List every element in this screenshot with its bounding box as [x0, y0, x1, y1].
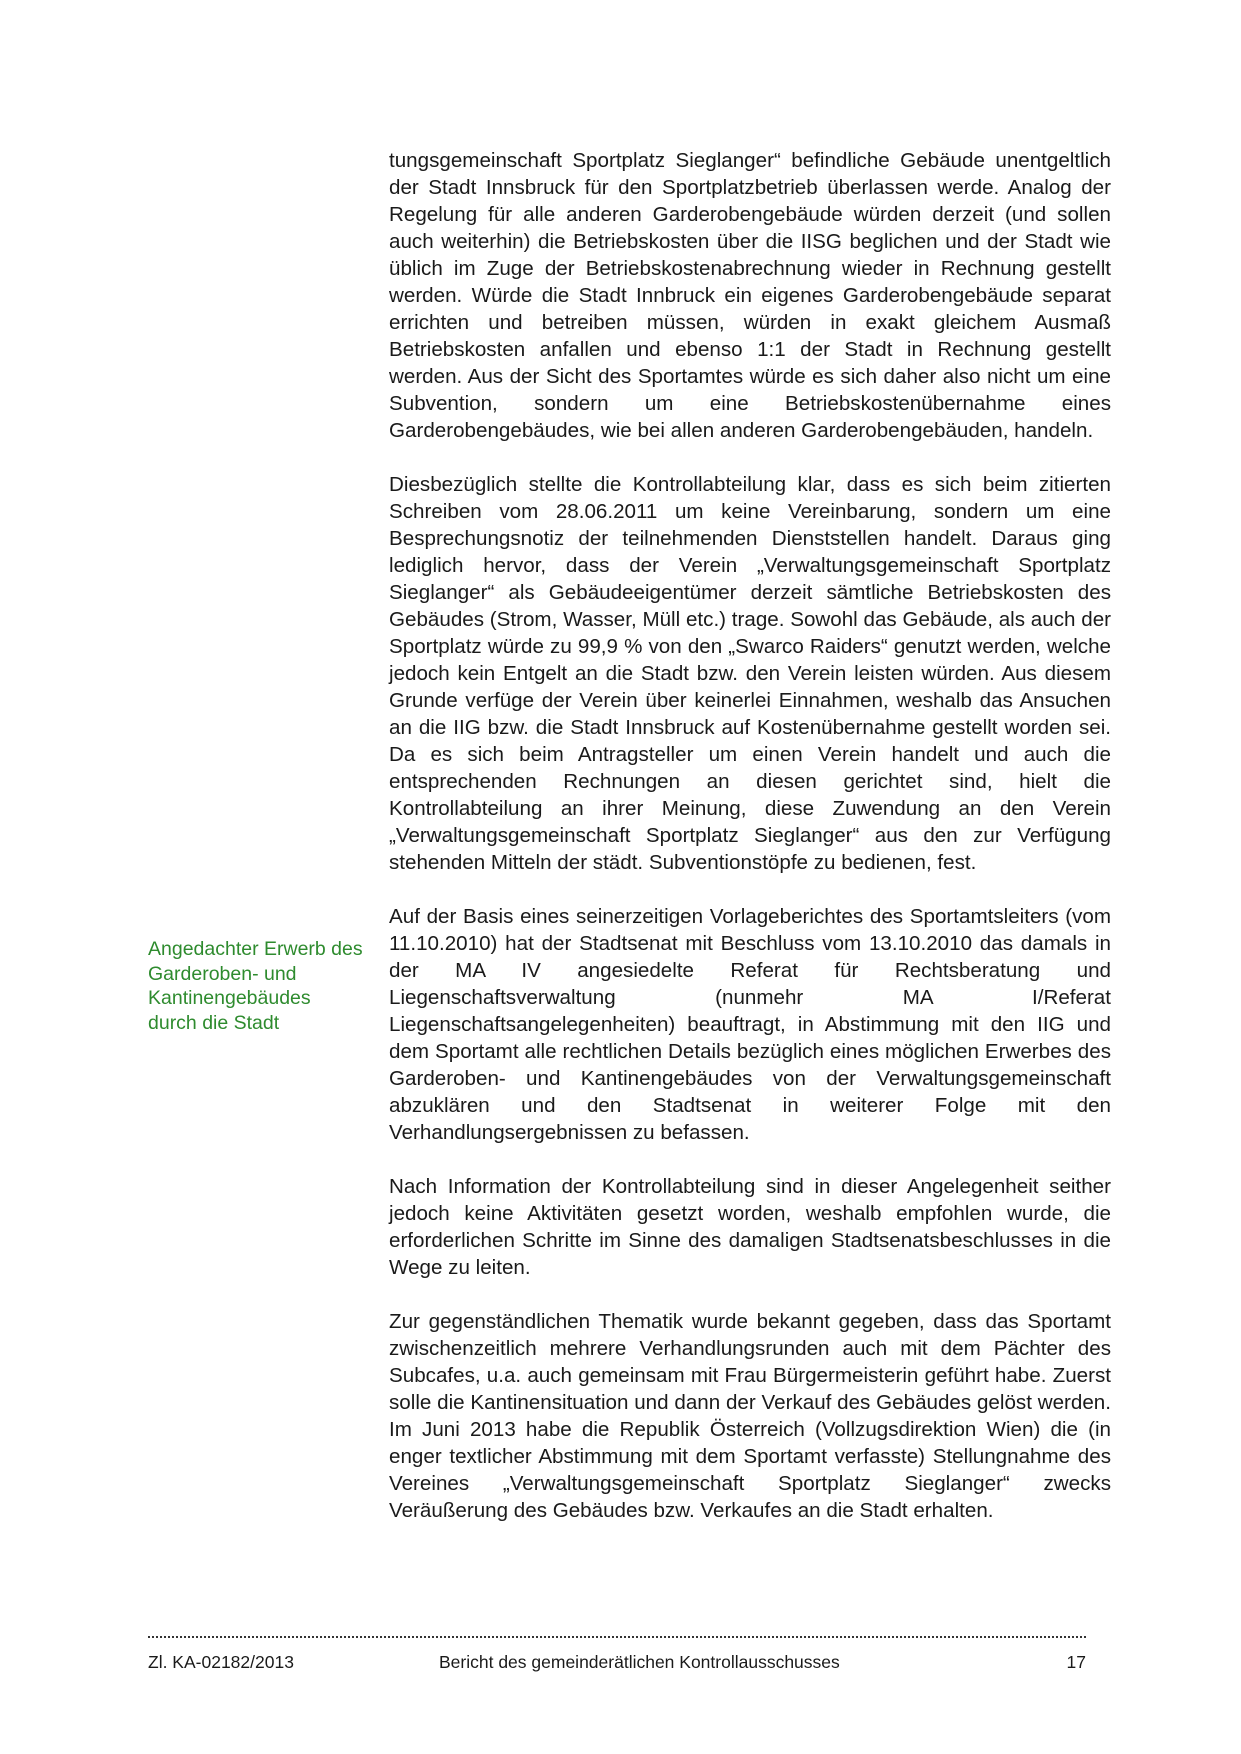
- paragraph-5: Zur gegenständlichen Thematik wurde bekannt gegeben, dass das Sportamt zwischenzeitlich mehrere Verhandlungsrunden auch mit dem Pächter des Subcafes, u.a. auch gemeinsam mit Frau Bürgermeisterin geführt habe. Zuerst solle die Kantinensituation und dann der Verkauf des Gebäudes gelöst werden. Im Juni 2013 habe die Republik Österreich (Vollzugsdirektion Wien) die (in enger textlicher Abstimmung mit dem Sportamt verfasste) Stellungnahme des Vereines „Verwaltungsgemeinschaft Sportplatz Sieglanger“ zwecks Veräußerung des Gebäudes bzw. Verkaufes an die Stadt erhalten.: [389, 1310, 1111, 1522]
- paragraph-1: tungsgemeinschaft Sportplatz Sieglanger“ befindliche Gebäude unentgeltlich der Stadt Innsbruck für den Sportplatzbetrieb überlassen werde. Analog der Regelung für alle anderen Garderobengebäude würden derzeit (und sollen auch weiterhin) die Betriebskosten über die IISG beglichen und der Stadt wie üblich im Zuge der Betriebskostenabrechnung wieder in Rechnung gestellt werden. Würde die Stadt Innbruck ein eigenes Garderobengebäude separat errichten und betreiben müssen, würden in exakt gleichem Ausmaß Betriebskosten anfallen und ebenso 1:1 der Stadt in Rechnung gestellt werden. Aus der Sicht des Sportamtes würde es sich daher also nicht um eine Subvention, sondern um eine Betriebskostenübernahme eines Garderobengebäudes, wie bei allen anderen Garderobengebäuden, handeln.: [389, 149, 1111, 442]
- paragraph-3: Auf der Basis eines seinerzeitigen Vorlageberichtes des Sportamtsleiters (vom 11.10.2010) hat der Stadtsenat mit Beschluss vom 13.10.2010 das damals in der MA IV angesiedelte Referat für Rechtsberatung und Liegenschaftsverwaltung (nunmehr MA I/Referat Liegenschaftsangelegenheiten) beauftragt, in Abstimmung mit den IIG und dem Sportamt alle rechtlichen Details bezüglich eines möglichen Erwerbes des Garderoben- und Kantinengebäudes von der Verwaltungsgemeinschaft abzuklären und den Stadtsenat in weiterer Folge mit den Verhandlungsergebnissen zu befassen.: [389, 905, 1111, 1144]
- page-number: 17: [1066, 1652, 1086, 1672]
- paragraph-2: Diesbezüglich stellte die Kontrollabteilung klar, dass es sich beim zitierten Schreiben vom 28.06.2011 um keine Vereinbarung, sondern um eine Besprechungsnotiz der teilnehmenden Dienststellen handelt. Daraus ging lediglich hervor, dass der Verein „Verwaltungsgemeinschaft Sportplatz Sieglanger“ als Gebäudeeigentümer derzeit sämtliche Betriebskosten des Gebäudes (Strom, Wasser, Müll etc.) trage. Sowohl das Gebäude, als auch der Sportplatz würde zu 99,9 % von den „Swarco Raiders“ genutzt werden, welche jedoch kein Entgelt an die Stadt bzw. den Verein leisten würden. Aus diesem Grunde verfüge der Verein über keinerlei Einnahmen, weshalb das Ansuchen an die IIG bzw. die Stadt Innsbruck auf Kostenübernahme gestellt worden sei. Da es sich beim Antragsteller um einen Verein handelt und auch die entsprechenden Rechnungen an diesen gerichtet sind, hielt die Kontrollabteilung an ihrer Meinung, diese Zuwendung an den Verein „Verwaltungsgemeinschaft Sportplatz Sieglanger“ aus den zur Verfügung stehenden Mitteln der städt. Subventionstöpfe zu bedienen, fest.: [389, 473, 1111, 874]
- footer-title: Bericht des gemeinderätlichen Kontrollausschusses: [439, 1652, 840, 1672]
- margin-note: Angedachter Erwerb des Garderoben- und Kantinengebäudes durch die Stadt: [148, 938, 363, 1034]
- footer-reference: Zl. KA-02182/2013: [148, 1652, 294, 1672]
- paragraph-4: Nach Information der Kontrollabteilung sind in dieser Angelegenheit seither jedoch keine Aktivitäten gesetzt worden, weshalb empfohlen wurde, die erforderlichen Schritte im Sinne des damaligen Stadtsenatsbeschlusses in die Wege zu leiten.: [389, 1175, 1111, 1279]
- main-text: [389, 147, 1111, 1551]
- footer-divider: [148, 1636, 1086, 1638]
